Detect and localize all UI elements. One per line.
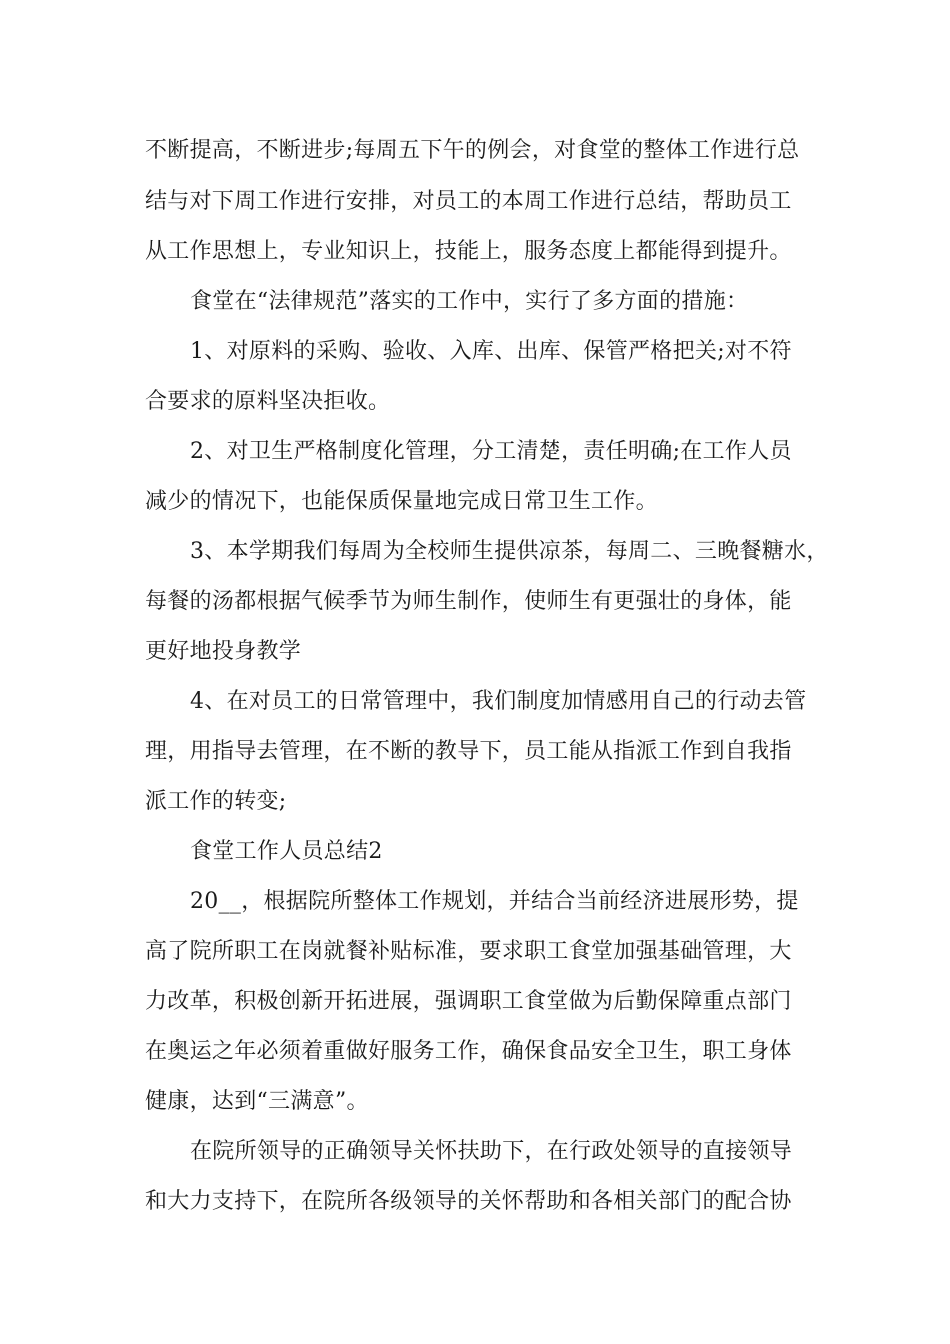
paragraph-line: 食堂在“法律规范”落实的工作中，实行了多方面的措施： — [190, 289, 749, 314]
paragraph-line: 力改革，积极创新开拓进展，强调职工食堂做为后勤保障重点部门 — [145, 989, 792, 1014]
list-item-2: 2、对卫生严格制度化管理，分工清楚，责任明确;在工作人员 — [190, 439, 792, 464]
paragraph-line: 理，用指导去管理，在不断的教导下，员工能从指派工作到自我指 — [145, 739, 792, 764]
list-item-4: 4、在对员工的日常管理中，我们制度加情感用自己的行动去管 — [190, 689, 807, 714]
paragraph-line: 健康，达到“三满意”。 — [145, 1089, 369, 1114]
paragraph-line: 不断提高，不断进步;每周五下午的例会，对食堂的整体工作进行总 — [145, 138, 800, 163]
paragraph-line: 高了院所职工在岗就餐补贴标准，要求职工食堂加强基础管理，大 — [145, 939, 792, 964]
paragraph-line: 在院所领导的正确领导关怀扶助下，在行政处领导的直接领导 — [190, 1139, 793, 1164]
paragraph-line: 合要求的原料坚决拒收。 — [145, 389, 391, 414]
paragraph-line: 减少的情况下，也能保质保量地完成日常卫生工作。 — [145, 489, 658, 514]
paragraph-line: 从工作思想上，专业知识上，技能上，服务态度上都能得到提升。 — [145, 239, 792, 264]
paragraph-line: 派工作的转变; — [145, 789, 287, 814]
paragraph-line: 20__，根据院所整体工作规划，并结合当前经济进展形势，提 — [190, 889, 799, 914]
paragraph-line: 每餐的汤都根据气候季节为师生制作，使师生有更强壮的身体，能 — [145, 589, 792, 614]
list-item-3: 3、本学期我们每周为全校师生提供凉茶，每周二、三晚餐糖水， — [190, 539, 829, 564]
paragraph-line: 结与对下周工作进行安排，对员工的本周工作进行总结，帮助员工 — [145, 189, 792, 214]
paragraph-line: 和大力支持下，在院所各级领导的关怀帮助和各相关部门的配合协 — [145, 1189, 792, 1214]
paragraph-line: 更好地投身教学 — [145, 639, 302, 664]
section-heading: 食堂工作人员总结2 — [190, 839, 383, 864]
paragraph-line: 在奥运之年必须着重做好服务工作，确保食品安全卫生，职工身体 — [145, 1039, 792, 1064]
list-item-1: 1、对原料的采购、验收、入库、出库、保管严格把关;对不符 — [190, 339, 792, 364]
